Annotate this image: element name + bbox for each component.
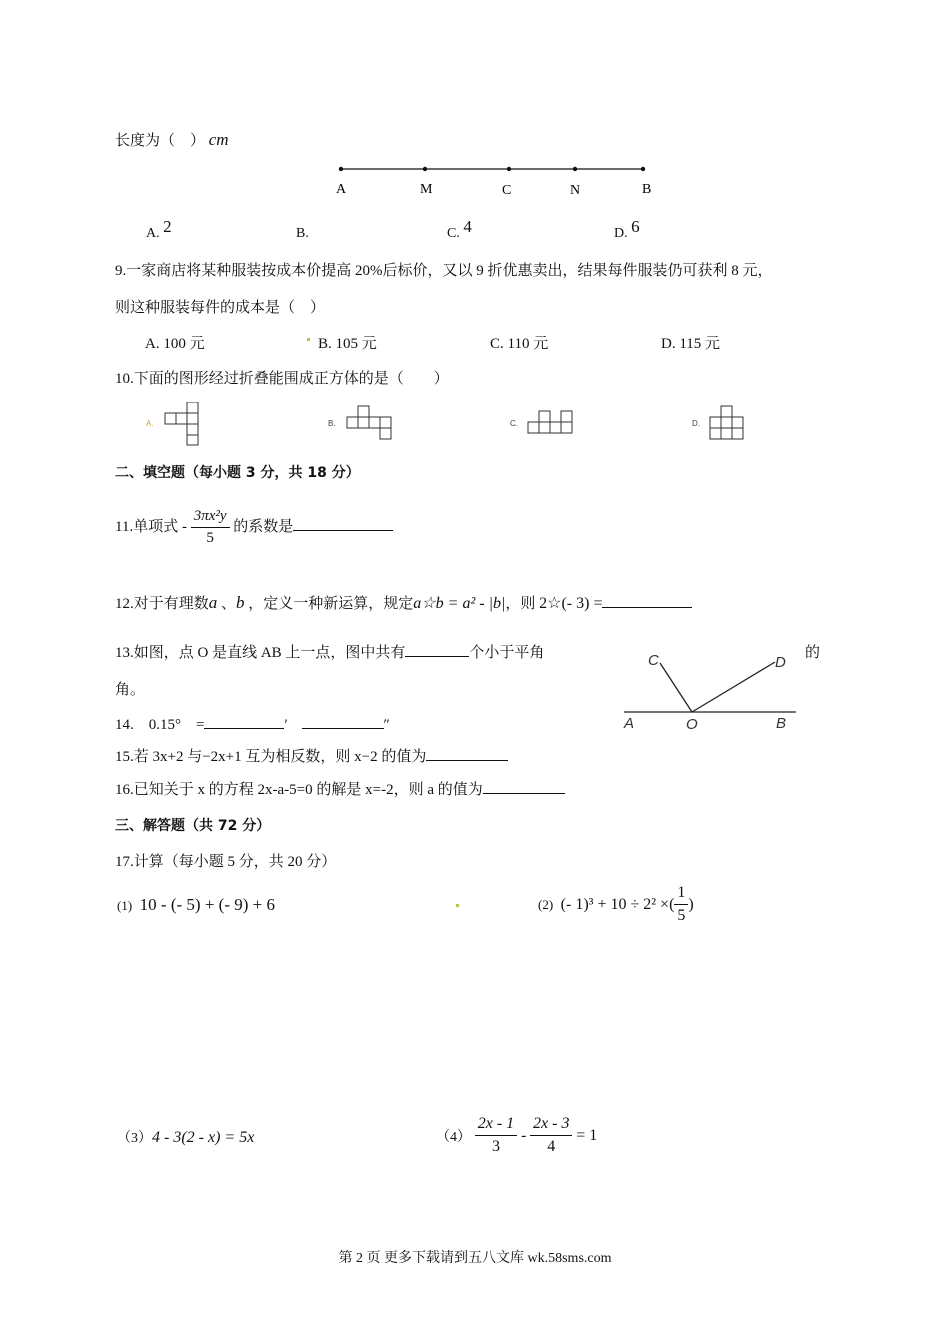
q9-option-c: C. 110 元 — [490, 336, 549, 352]
q13-blank — [405, 642, 469, 657]
q12: 12.对于有理数a 、b ，定义一种新运算，规定a☆b = a² - |b|，则 2☆(- 3) = — [115, 592, 692, 613]
point-c — [507, 167, 511, 171]
q13-tail: 的 — [805, 645, 821, 661]
q8-option-a: A. 2 — [146, 217, 172, 241]
label-a: A — [624, 715, 635, 732]
q8-text: 长度为（ ） cm — [115, 130, 229, 149]
q10-option-a-label: A. — [146, 419, 154, 428]
label-o: O — [686, 716, 698, 733]
label-n: N — [570, 183, 581, 198]
stray-dot-2 — [456, 904, 459, 907]
q14: 14. 0.15° = ′ ″ — [115, 713, 390, 734]
q10-option-c-label: C. — [510, 419, 518, 428]
q17-part4: （4） $\frac{2x - 1}{3}$ - $\frac{2x - 3}{4}$ = 1 — [436, 1115, 598, 1156]
label-c: C — [648, 652, 659, 669]
q13-line1: 13.如图，点 O 是直线 AB 上一点，图中共有 个小于平角 — [115, 641, 544, 662]
q11-blank — [293, 516, 393, 531]
ray-oc — [660, 663, 692, 712]
label-c: C — [502, 183, 512, 198]
q11-fraction: $\frac{\text{3πx²y}}{5}$ — [191, 508, 230, 548]
section2-title: 二、填空题（每小题 3 分，共 18 分） — [115, 465, 360, 481]
q9-line1: 9.一家商店将某种服装按成本价提高 20%后标价，又以 9 折优惠卖出，结果每件服装仍可获利 8 元， — [115, 263, 773, 279]
q9-line2: 则这种服装每件的成本是（ ） — [115, 300, 326, 316]
page-footer: 第 2 页 更多下载请到五八文库 wk.58sms.com — [338, 1251, 612, 1266]
q12-blank — [602, 593, 692, 608]
q15: 15.若 3x+2 与−2x+1 互为相反数，则 x−2 的值为 — [115, 745, 508, 766]
label-b: B — [642, 182, 652, 197]
q8-option-d: D. 6 — [614, 217, 640, 241]
label-b: B — [776, 715, 787, 732]
cube-net-a — [164, 402, 200, 446]
q9-option-b: B. 105 元 — [318, 336, 377, 352]
angle-figure — [620, 645, 800, 735]
q17-part2: (2) (- 1)³ + 10 ÷ 2² ×( $\frac{1}{5}$ ) — [538, 884, 694, 925]
q17-part1: (1) 10 - (- 5) + (- 9) + 6 — [117, 895, 275, 914]
segment-figure — [330, 160, 660, 210]
label-a: A — [336, 182, 347, 197]
section3-title: 三、解答题（共 72 分） — [115, 818, 271, 834]
stray-dot — [307, 338, 310, 341]
q13-line2: 角。 — [115, 682, 146, 698]
cube-net-b — [346, 405, 394, 441]
q9-option-a: A. 100 元 — [145, 336, 205, 352]
point-b — [641, 167, 645, 171]
q8-option-c: C. 4 — [447, 217, 472, 241]
q10-option-d-label: D. — [692, 419, 700, 428]
q16: 16.已知关于 x 的方程 2x-a-5=0 的解是 x=-2，则 a 的值为 — [115, 778, 565, 799]
point-a — [339, 167, 343, 171]
point-m — [423, 167, 427, 171]
q10-text: 10.下面的图形经过折叠能围成正方体的是（ ） — [115, 371, 449, 387]
q17-title: 17.计算（每小题 5 分，共 20 分） — [115, 854, 337, 870]
label-d: D — [775, 654, 786, 671]
q9-option-d: D. 115 元 — [661, 336, 721, 352]
cube-net-d — [709, 405, 747, 441]
point-n — [573, 167, 577, 171]
q11: 11.单项式 - $\frac{\text{3πx²y}}{5}$ 的系数是 — [115, 508, 393, 548]
q8-option-b: B. — [296, 226, 309, 241]
cube-net-c — [527, 410, 575, 436]
q8-unit: cm — [208, 130, 229, 149]
q10-option-b-label: B. — [328, 419, 336, 428]
ray-od — [692, 662, 775, 712]
label-m: M — [420, 182, 433, 197]
q17-part3: （3）4 - 3(2 - x) = 5x — [117, 1129, 255, 1146]
